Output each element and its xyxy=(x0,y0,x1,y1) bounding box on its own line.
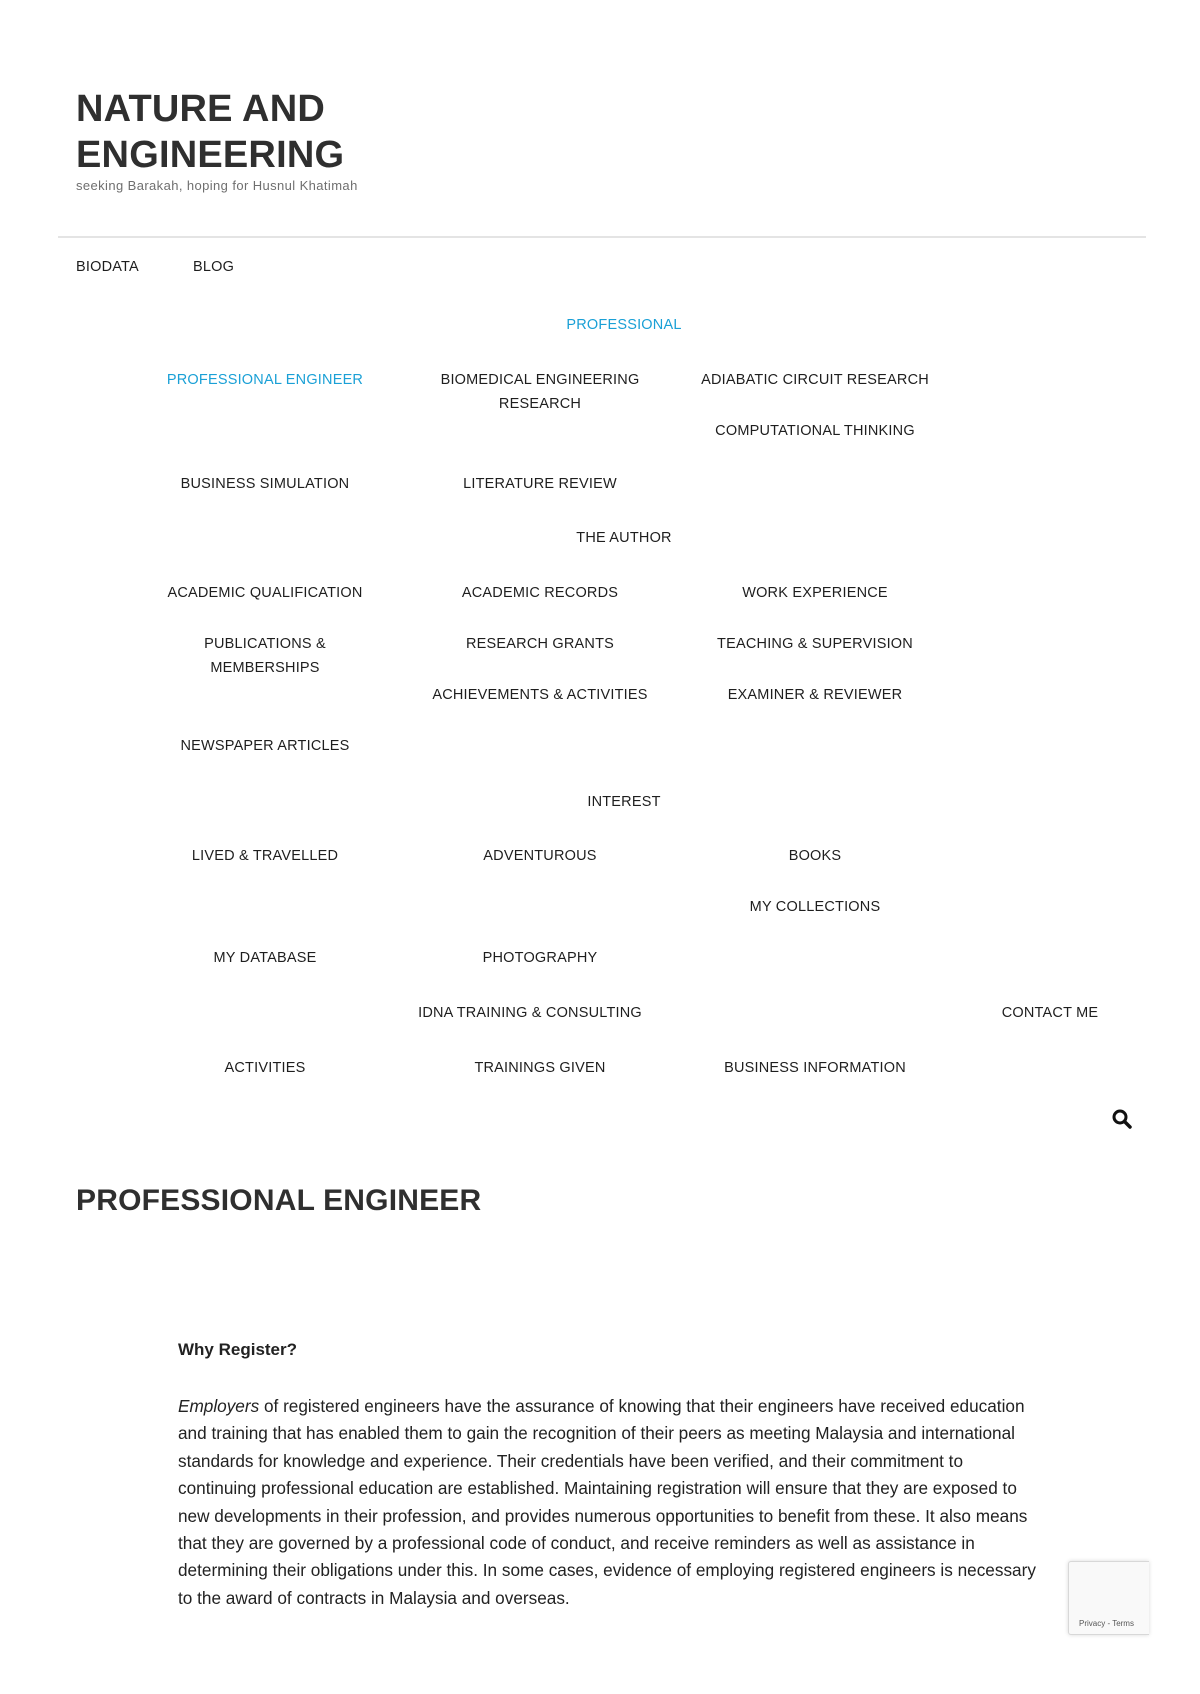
nav-item-business-information[interactable]: BUSINESS INFORMATION xyxy=(724,1060,906,1076)
nav-item-computational-thinking[interactable]: COMPUTATIONAL THINKING xyxy=(715,423,915,439)
section-heading: Why Register? xyxy=(178,1340,298,1359)
nav-item-research-grants[interactable]: RESEARCH GRANTS xyxy=(465,636,615,652)
nav-item-literature-review[interactable]: LITERATURE REVIEW xyxy=(463,476,617,492)
header-divider xyxy=(58,236,1146,238)
para-lead: Employers xyxy=(178,1396,260,1416)
nav-item-biomedical-engineering-research[interactable]: BIOMEDICAL ENGINEERING RESEARCH xyxy=(440,372,640,412)
recaptcha-terms[interactable]: Privacy - Terms xyxy=(1079,1619,1134,1628)
nav-item-contact-me[interactable]: CONTACT ME xyxy=(1001,1005,1099,1021)
nav-item-lived-travelled[interactable]: LIVED & TRAVELLED xyxy=(191,848,339,864)
nav-item-teaching-supervision[interactable]: TEACHING & SUPERVISION xyxy=(717,636,913,652)
nav-item-academic-records[interactable]: ACADEMIC RECORDS xyxy=(461,585,619,601)
nav-item-achievements-activities[interactable]: ACHIEVEMENTS & ACTIVITIES xyxy=(432,687,648,703)
nav-item-academic-qualification[interactable]: ACADEMIC QUALIFICATION xyxy=(167,585,363,601)
nav-item-activities[interactable]: ACTIVITIES xyxy=(224,1060,306,1076)
nav-item-adventurous[interactable]: ADVENTUROUS xyxy=(483,848,597,864)
nav-item-work-experience[interactable]: WORK EXPERIENCE xyxy=(742,585,888,601)
nav-item-adiabatic-circuit-research[interactable]: ADIABATIC CIRCUIT RESEARCH xyxy=(701,372,929,388)
nav-item-idna-training-consulting[interactable]: IDNA TRAINING & CONSULTING xyxy=(418,1005,642,1021)
nav-item-trainings-given[interactable]: TRAININGS GIVEN xyxy=(474,1060,606,1076)
nav-item-examiner-reviewer[interactable]: EXAMINER & REVIEWER xyxy=(727,687,903,703)
nav-item-the-author[interactable]: THE AUTHOR xyxy=(576,530,672,546)
para-text: of registered engineers have the assurance of knowing that their engineers have received education and training that has enabled them to gain the recognition of their peers as meeting Malaysia and international standards for knowledge and experience. Their credentials have been verified, and their commitment to continuing professional education are established. Maintaining registration will ensure that they are exposed to new developments in their profession, and provides numerous opportunities to benefit from these. It also means that they are governed by a professional code of conduct, and receive reminders as well as assistance in determining their obligations under this. In some cases, evidence of employing registered engineers is necessary to the award of contracts in Malaysia and overseas. xyxy=(178,1396,1036,1608)
page-title: PROFESSIONAL ENGINEER xyxy=(76,1184,482,1217)
nav-item-newspaper-articles[interactable]: NEWSPAPER ARTICLES xyxy=(180,738,350,754)
body-paragraph xyxy=(178,1393,1038,1612)
site-title[interactable]: NATURE AND ENGINEERING xyxy=(76,88,345,176)
nav-item-books[interactable]: BOOKS xyxy=(788,848,842,864)
nav-item-professional-engineer[interactable]: PROFESSIONAL ENGINEER xyxy=(166,372,364,388)
nav-item-professional[interactable]: PROFESSIONAL xyxy=(566,317,682,333)
nav-item-photography[interactable]: PHOTOGRAPHY xyxy=(482,950,598,966)
nav-item-business-simulation[interactable]: BUSINESS SIMULATION xyxy=(180,476,350,492)
nav-item-my-collections[interactable]: MY COLLECTIONS xyxy=(749,899,881,915)
nav-item-publications-memberships[interactable]: PUBLICATIONS & MEMBERSHIPS xyxy=(204,636,326,676)
nav-item-biodata[interactable]: BIODATA xyxy=(76,259,139,275)
search-button[interactable] xyxy=(1110,1107,1134,1131)
nav-item-interest[interactable]: INTEREST xyxy=(587,794,661,810)
nav-item-my-database[interactable]: MY DATABASE xyxy=(213,950,317,966)
search-icon xyxy=(1110,1107,1134,1131)
recaptcha-badge[interactable] xyxy=(1068,1561,1149,1635)
site-description: seeking Barakah, hoping for Husnul Khatimah xyxy=(76,178,358,193)
nav-item-blog[interactable]: BLOG xyxy=(193,259,235,275)
